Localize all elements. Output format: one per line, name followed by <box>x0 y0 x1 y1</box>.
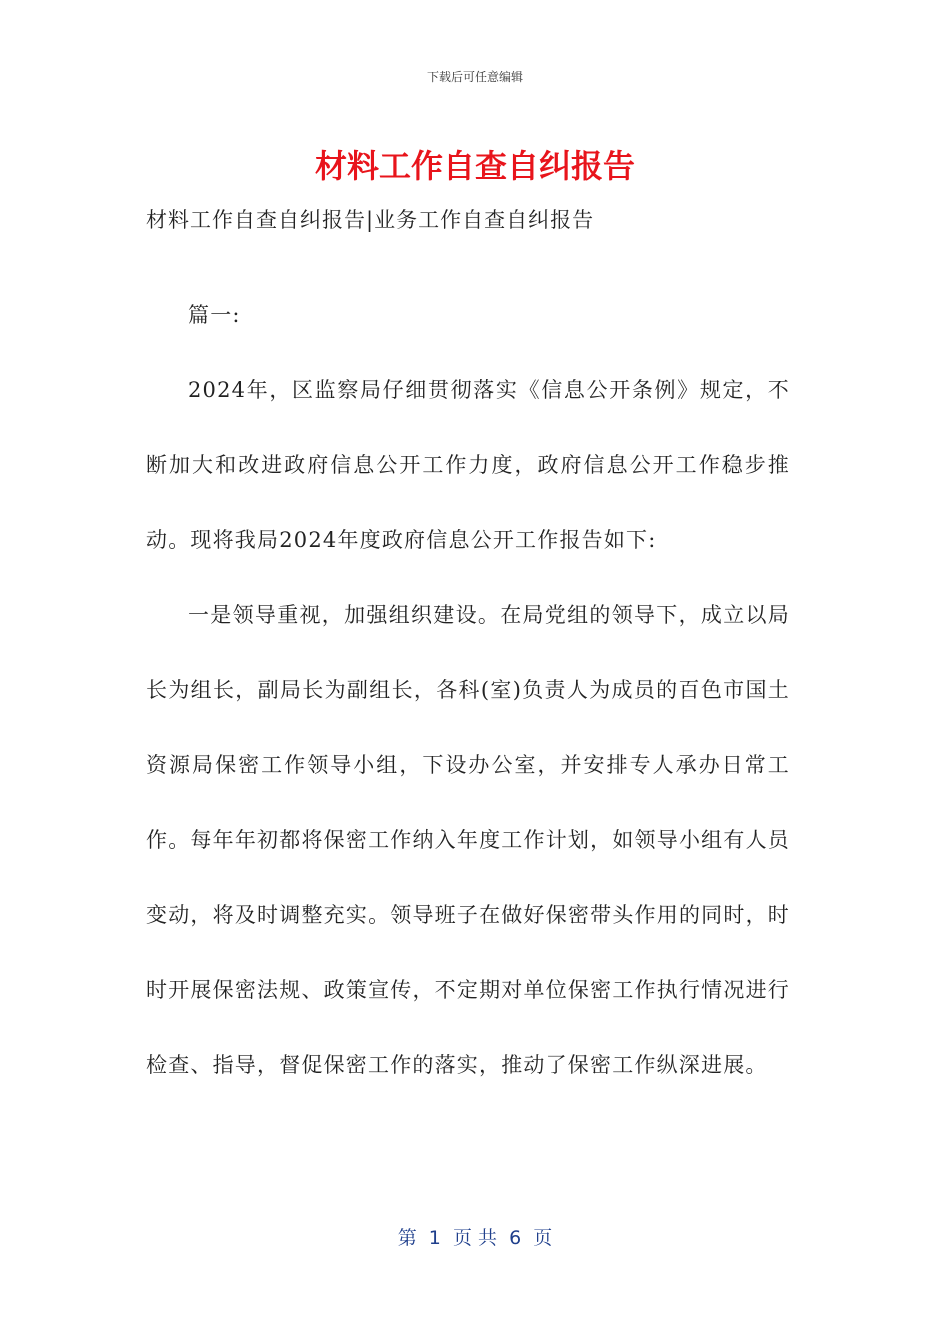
paragraph-leadership: 一是领导重视，加强组织建设。在局党组的领导下，成立以局长为组长，副局长为副组长，各科(室)负责人为成员的百色市国土资源局保密工作领导小组，下设办公室，并安排专人承办日常工作。每年年初都将保密工作纳入年度工作计划，如领导小组有人员变动，将及时调整充实。领导班子在做好保密带头作用的同时，时时开展保密法规、政策宣传，不定期对单位保密工作执行情况进行检查、指导，督促保密工作的落实，推动了保密工作纵深进展。 <box>146 603 790 1077</box>
page-number: 第 1 页 共 6 页 <box>397 1227 553 1249</box>
document-title: 材料工作自查自纠报告 <box>314 147 635 185</box>
document-body <box>146 278 790 1103</box>
document-subtitle: 材料工作自查自纠报告|业务工作自查自纠报告 <box>146 208 595 232</box>
paragraph-section-label: 篇一: <box>188 303 241 327</box>
header-note: 下载后可任意编辑 <box>426 70 523 84</box>
paragraph-intro: 2024年，区监察局仔细贯彻落实《信息公开条例》规定，不断加大和改进政府信息公开工作力度，政府信息公开工作稳步推动。现将我局2024年度政府信息公开工作报告如下: <box>146 378 790 552</box>
